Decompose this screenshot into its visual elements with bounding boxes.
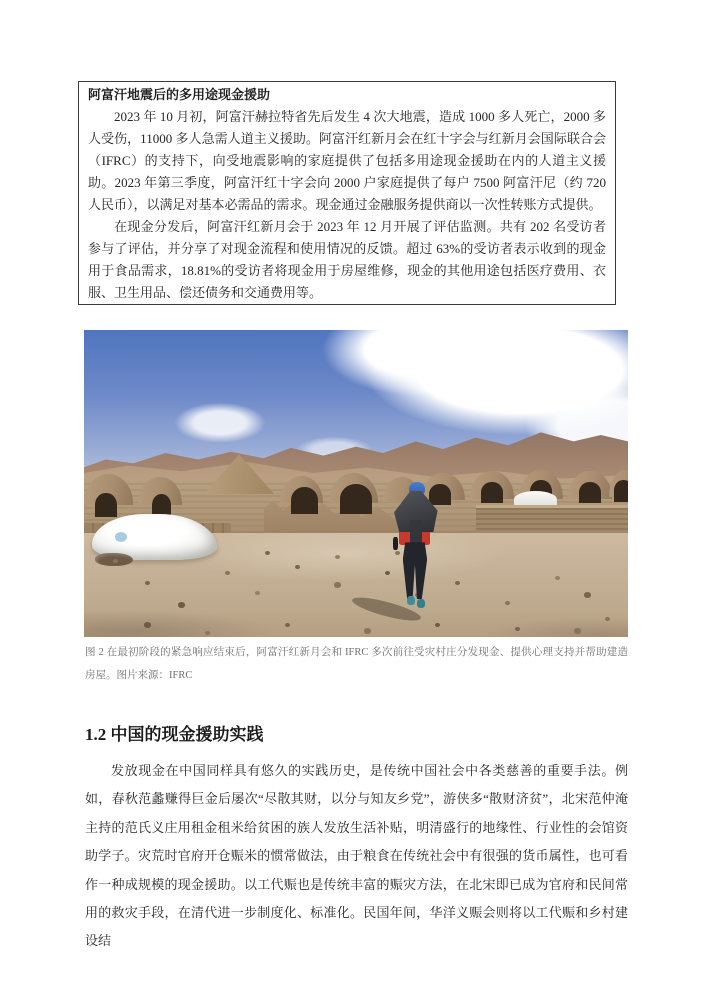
doorway — [579, 482, 601, 503]
doorway — [340, 484, 373, 515]
person-right-shoe — [417, 599, 425, 608]
doorway — [614, 480, 628, 501]
doorway — [481, 482, 503, 503]
callout-box — [78, 81, 616, 305]
person-hand-phone — [393, 537, 398, 550]
person-legs — [403, 542, 427, 599]
doorway — [95, 493, 117, 518]
callout-paragraph-1: 2023 年 10 月初，阿富汗赫拉特省先后发生 4 次大地震，造成 1000 多人死亡，2000 多人受伤，11000 多人急需人道主义援助。阿富汗红新月会在红十字会与红新月会国际联合会（IFRC）的支持下，向受地震影响的家庭提供了包括多用途现金援助在内的人道主义援助。2023 年第三季度，阿富汗红十字会向 2000 户家庭提供了每户 7500 阿富汗尼（约 720 人民币），以满足对基本必需品的需求。现金通过金融服务提供商以一次性转账方式提供。 — [88, 109, 606, 212]
figure-caption: 图 2 在最初阶段的紧急响应结束后，阿富汗红新月会和 IFRC 多次前往受灾村庄分发现金、提供心理支持并帮助建造房屋。图片来源：IFRC — [85, 647, 628, 681]
scattered-rocks — [84, 330, 87, 332]
rock — [95, 553, 133, 567]
section-heading: 1.2 中国的现金援助实践 — [85, 725, 264, 744]
callout-title: 阿富汗地震后的多用途现金援助 — [88, 87, 271, 102]
figure-photo — [84, 330, 628, 637]
section-paragraph: 发放现金在中国同样具有悠久的实践历史，是传统中国社会中各类慈善的重要手法。例如，春秋范蠡赚得巨金后屡次“尽散其财，以分与知友乡党”，游侠多“散财济贫”，北宋范仲淹主持的范氏义庄用租金租米给贫困的族人发放生活补贴，明清盛行的地缘性、行业性的会馆资助学子。灾荒时官府开仓赈米的惯常做法，由于粮食在传统社会中有很强的货币属性，也可看作一种成规模的现金援助。以工代赈也是传统丰富的赈灾方法，在北宋即已成为官府和民间常用的救灾手段，在清代进一步制度化、标准化。民国年间，华洋义赈会则将以工代赈和乡村建设结 — [85, 763, 628, 949]
person-left-shoe — [407, 596, 415, 605]
callout-paragraph-2: 在现金分发后，阿富汗红新月会于 2023 年 12 月开展了评估监测。共有 202 名受访者参与了评估，并分享了对现金流程和使用情况的反馈。超过 63%的受访者表示收到的现金用于食品需求，18.81%的受访者将现金用于房屋维修，现金的其他用途包括医疗费用、衣服、卫生用品、偿还债务和交通费用等。 — [88, 219, 606, 300]
person-walking — [394, 482, 438, 608]
doorway — [291, 487, 318, 515]
